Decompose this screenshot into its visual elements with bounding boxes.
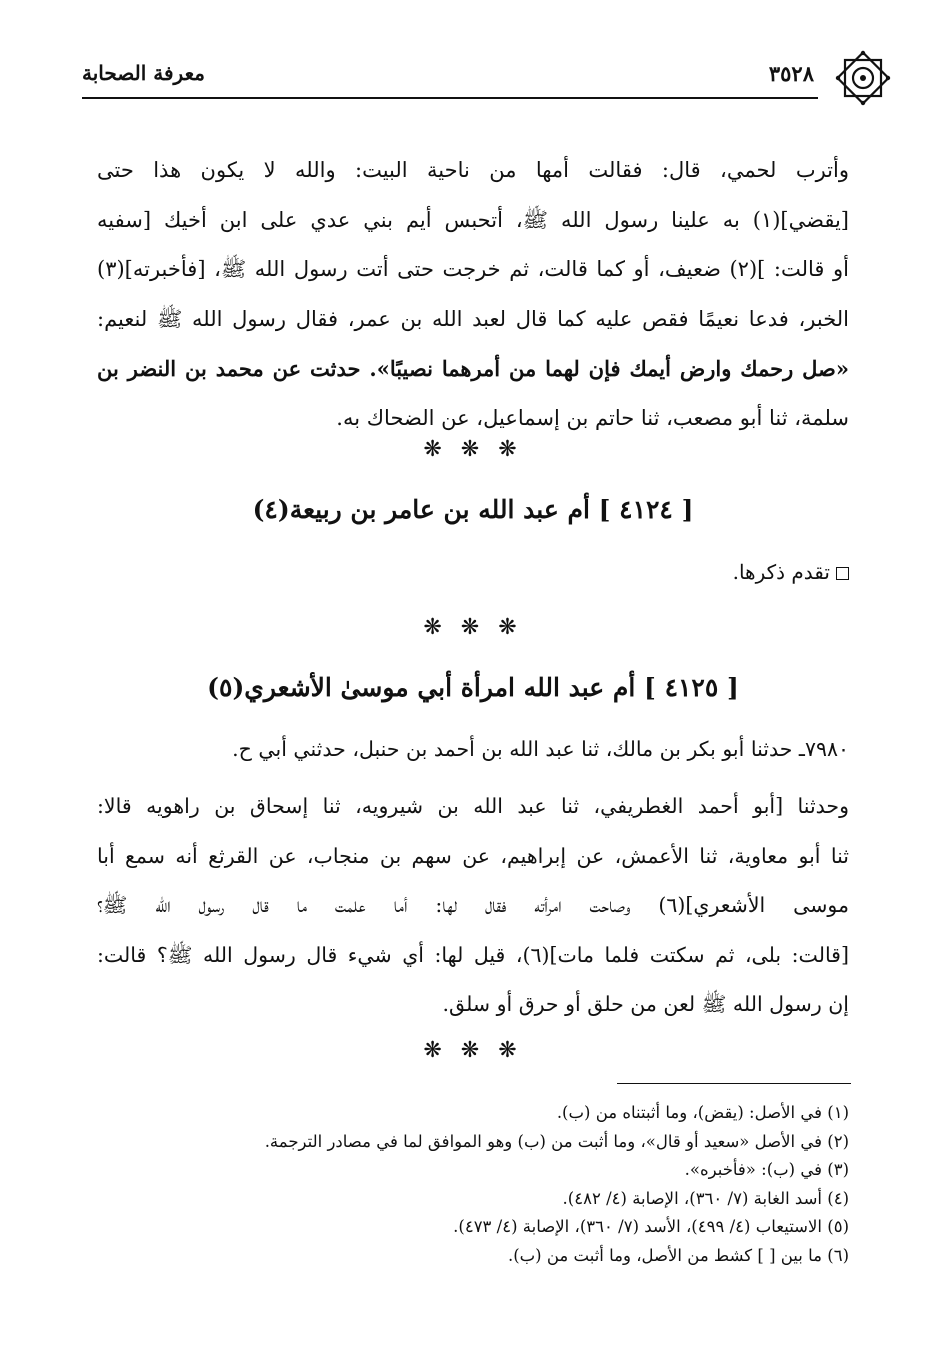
section-separator: ❋ ❋ ❋ — [423, 615, 523, 640]
hadith-paragraph — [97, 782, 849, 1030]
footnote: (٢) في الأصل «سعيد أو قال»، وما أثبت من (ب) وهو الموافق لما في مصادر الترجمة. — [264, 1131, 849, 1151]
text-line: ٧٩٨٠ـ حدثنا أبو بكر بن مالك، ثنا عبد الله بن أحمد بن حنبل، حدثني أبي ح. — [232, 737, 849, 761]
text-line: سلمة، ثنا أبو مصعب، ثنا حاتم بن إسماعيل، عن الضحاك به. — [336, 405, 849, 430]
text-line: ثنا أبو معاوية، ثنا الأعمش، عن إبراهيم، عن سهم بن منجاب، عن القرثع أنه سمع أبا — [97, 843, 849, 868]
footnote: (٤) أسد الغابة (٧/ ٣٦٠)، الإصابة (٤/ ٤٨٢). — [562, 1188, 849, 1208]
paragraph-continuation — [97, 146, 849, 443]
page-header — [82, 55, 852, 105]
footnote: (٣) في (ب): «فأخبره». — [684, 1160, 849, 1180]
text-line: أو قالت: ](٢) ضعيف، أو كما قالت، ثم خرجت حتى أتت رسول الله ﷺ، [فأخبرته](٣) — [97, 257, 849, 281]
page-number: ٣٥٢٨ — [768, 61, 814, 86]
text-line: وحدثنا [أبو أحمد الغطريفي، ثنا عبد الله بن شيرويه، ثنا إسحاق بن راهويه قالا: — [97, 794, 849, 818]
text-line: إن رسول الله ﷺ لعن من حلق أو حرق أو سلق. — [442, 992, 849, 1016]
text-line: [قالت: بلى، ثم سكتت فلما مات](٦)، قيل لها: أي شيء قال رسول الله ﷺ؟ قالت: — [97, 942, 849, 967]
entry-note — [733, 560, 849, 584]
hadith-number-line — [97, 725, 849, 775]
text-line: «صل رحمك وارض أيمك فإن لهما من أمرهما نصيبًا». حدثت عن محمد بن النضر بن — [97, 356, 849, 381]
footnote: (١) في الأصل: (يقض)، وما أثبتناه من (ب). — [556, 1103, 849, 1122]
header-rule — [82, 97, 818, 99]
text-line: [يقضي](١) به علينا رسول الله ﷺ، أتحبس أيم بني عدي على ابن أخيك [سفيه — [97, 207, 849, 232]
footnote-rule — [617, 1083, 851, 1084]
footnote: (٦) ما بين [ ] كشط من الأصل، وما أثبت من (ب). — [507, 1245, 849, 1265]
text-line: وأترب لحمي، قال: فقالت أمها من ناحية البيت: والله لا يكون هذا حتى — [97, 158, 849, 182]
footnote: (٥) الاستيعاب (٤/ ٤٩٩)، الأسد (٧/ ٣٦٠)، الإصابة (٤/ ٤٧٣). — [453, 1217, 849, 1237]
entry-note-text: تقدم ذكرها. — [732, 560, 830, 584]
square-bullet-icon — [836, 567, 849, 580]
entry-heading-4125: [ ٤١٢٥ ] أم عبد الله امرأة أبي موسىٰ الأشعري(٥) — [207, 673, 739, 702]
text-line: موسى الأشعري](٦) وصاحت امرأته فقال لها: أما علمت ما قال رسول الله ﷺ؟ — [97, 893, 849, 917]
footnotes — [149, 1099, 849, 1271]
text-line: الخبر، فدعا نعيمًا فقص عليه كما قال لعبد الله بن عمر، فقال رسول الله ﷺ لنعيم: — [97, 306, 849, 331]
entry-heading-4124: [ ٤١٢٤ ] أم عبد الله بن عامر بن ربيعة(٤) — [252, 495, 694, 524]
section-separator: ❋ ❋ ❋ — [423, 1038, 523, 1063]
section-separator: ❋ ❋ ❋ — [423, 437, 523, 462]
ornament-star-icon — [832, 47, 894, 109]
running-title: معرفة الصحابة — [82, 61, 205, 85]
